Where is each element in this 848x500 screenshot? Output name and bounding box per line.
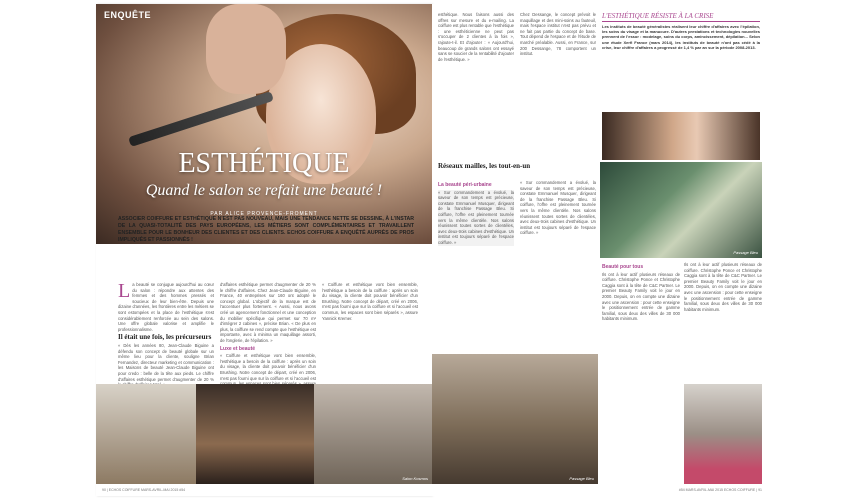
salon-interior-photo (432, 354, 598, 484)
hero-title: ESTHÉTIQUE (178, 148, 350, 179)
left-column-1 (118, 282, 214, 382)
right-col-c-text: Ils ont à leur actif plusieurs réseaux de coiffure. Christophe Ponce et Christophe Caggia sont à la tête de C&C Partner. Le premier Beauty Family voit le jour en 2000. Depuis, on en compte une dizaine avec une ascension : pour cette enseigne le positionnement entrée de gamme familial, sous deux des villes de 30 000 habitants minimum. (602, 271, 680, 322)
footer-left: 90 | ECHOS COIFFURE MARS-AVRIL-MAI 2015 #54 (102, 488, 186, 492)
right-column-top-1 (438, 12, 514, 162)
right-col-d-text: Ils ont à leur actif plusieurs réseaux de coiffure. Christophe Ponce et Christophe Caggia sont à la tête de C&C Partner. Le premier Beauty Family voit le jour en 2000. Depuis, on en compte une dizaine avec une ascension : pour cette enseigne le positionnement entrée de gamme familial, sous deux des villes de 30 000 habitants minimum. (684, 262, 762, 312)
salon-photo-3 (314, 384, 432, 484)
right-column-top-2 (520, 12, 596, 162)
salon-photo-2 (196, 384, 314, 484)
passage-bleu-photo (600, 162, 762, 258)
section-tag: ENQUÊTE (104, 10, 152, 20)
left-col2-text: d'affaires esthétique permet d'augmenter de 20 % le chiffre d'affaires. Chez Jean-Claude Biguine, en France, 40 entreprises sur 160 ont adopté le concept global. L'objectif de la marque est de l'accentuer plus fortement. « Aussi, nous avons créé un agencement fonctionnel et une conception du mobilier spécifique qui permet sur 70 m² d'intégrer 2 cabines », précise Brian. « De plus en plus, la coiffure se rend compte que l'esthétique est importante, avec à minima un maquillage assorti, de l'onglerie, de l'épilation. » (220, 282, 316, 343)
salon-photo-1 (96, 384, 196, 484)
makeup-brush-icon (128, 91, 274, 147)
right-column-a (438, 180, 514, 350)
hero-subtitle: Quand le salon se refait une beauté ! (145, 182, 383, 199)
photo-label-passage-bleu-2: Passage Bleu (569, 476, 594, 481)
left-col1-text2: « Dès les années 80, Jean-Claude Biguine a défendu son concept de beauté globale sur un même lieu pour la cliente, souligne Brian Fernandez, directeur marketing et communication : les Maisons de beauté Jean-Claude Biguine ont pour credo : belle de la tête aux pieds. Le chiffre d'affaires esthétique permet d'augmenter de 20 % (118, 342, 214, 382)
left-column-2 (220, 282, 316, 382)
hero-credit: PAR ALICE PROVENCE-FROMENT (210, 211, 318, 217)
rubric-title: Réseaux mailles, les tout-en-un (438, 162, 531, 170)
subhead-precurseurs: Il était une fois, les précurseurs (118, 333, 212, 342)
left-page (96, 4, 432, 496)
sidebar-text: Les instituts de beauté généralistes réalisent leur chiffre d'affaires avec l'épilation, les soins du visage et la manucure. D'autres prestations et technologies nouvelles prennent de l'essor : modelage, soins du corps, amincissement, dépilation... Selon une étude Xerfi France (mars 2014), les instituts de beauté n'ont pas cédé à la crise, leur chiffre d'affaires a progressé de 1,4 % par an sur la période 2008-2013. (602, 24, 760, 50)
left-col2-text2: « Coiffure et esthétique vont bien ensemble, l'esthétique a besoin de la coiffure : après un soin du visage, la cliente doit pouvoir bénéficier d'un Brushing. Notre concept de départ, créé en 2006, n'est pas fourni que sur la coiffure et si l'accueil est (220, 353, 316, 381)
subhead-peri-urbaine: La beauté péri-urbaine (438, 182, 492, 188)
photo-label-kosmos: Salon Kosmos (402, 476, 428, 481)
right-col-b-text: « Sur commandement a évolué, la saveur de son temps est précieuse, constate Emmanuel Musquer, dirigeant de la franchise Passage Bleu. Si coiffure, l'offre est pleinement tournée vers la même clientèle. Nos salons réunissent toutes sortes de clientèles, avec deux-trois cabines d'esthétique. Un institut est toujours séparé de l'espace coiffure. » (520, 180, 596, 236)
rubric (438, 164, 598, 178)
article-lede: ASSOCIER COIFFURE ET ESTHÉTIQUE N'EST PAS NOUVEAU, MAIS UNE TENDANCE NETTE SE DESSINE, À L'INSTAR DE LA QUASI-TOTALITÉ DES PAYS EUROPÉENS, LES MÉTIERS SONT COMPLÉMENTAIRES ET TRAVAILLENT ENSEMBLE POUR LE BONHEUR DES CLIENTES ET DES CLIENTS. ECHOS COIFFURE A ENQUÊTÉ AUPRÈS DE PROS IMPLIQUÉS ET PASSIONNÉS ! (118, 216, 414, 243)
right-col2-text: Chez Dessange, le concept prévoit le maquillage et des mini-soins au fauteuil, mais l'espace institut n'est pas prévu et ne fait pas partie du concept de base. Tout dépend de l'espace et de l'étude de marché préalable. Aussi, en France, sur 200 Dessange, 78 comportent un institut. (520, 12, 596, 57)
subhead-luxe: Luxe et beauté (220, 345, 256, 352)
footer-right: #54 MARS-AVRIL-MAI 2015 ECHOS COIFFURE | 91 (678, 488, 762, 492)
makeup-closeup-photo (602, 112, 760, 160)
hero-photo (96, 4, 432, 244)
right-col-a-text: « Sur commandement a évolué, la saveur de son temps est précieuse, constate Emmanuel Musquer, dirigeant de la franchise Passage Bleu. Si coiffure, l'offre est pleinement tournée vers la même clientèle. Nos salons réunissent toutes sortes de clientèles, avec deux-trois cabines d'esthétique. Un institut est toujours séparé de l'espace coiffure. » (438, 189, 514, 245)
magazine-spread (8, 4, 840, 496)
dropcap: L (118, 280, 131, 302)
photo-label-passage-bleu: Passage Bleu (733, 250, 758, 255)
right-col1-text: esthétique. Nous faisons aussi des offres sur mesure et du e-mailing. La coiffure est plus rentable que l'esthétique : une esthéticienne ne peut pas s'occuper de 2 clientes à la fois », rajoute-t-il. Et d'ajouter : « Aujourd'hui, beaucoup de grands salons ont essayé sans se soucier de la rentabilité d'ajouter de l'esthétique. » (438, 12, 514, 62)
beauty-family-photo (684, 384, 762, 484)
left-col3-text: « Coiffure et esthétique vont bien ensemble, l'esthétique a besoin de la coiffure : après un soin du visage, la cliente doit pouvoir bénéficier d'un Brushing. Notre concept de départ, créé en 2006, n'est pas fourni que sur la coiffure et si l'accueil est commun, les espaces sont bien séparés », assure Yannick Kremer. (322, 282, 418, 321)
sidebar-title: L'ESTHÉTIQUE RÉSISTE À LA CRISE (602, 12, 760, 22)
subhead-beaute-pour-tous: Beauté pour tous (602, 264, 644, 270)
right-column-c (602, 262, 680, 412)
right-column-b (520, 180, 596, 350)
left-col1-text: a beauté se conjugue aujourd'hui au cœur du salon : répondre aux attentes des femmes et des hommes pressés et soucieux de leur bien-être. Depuis une dizaine d'années, les frontières entre les métiers se sont estompées et la place de l'esthétique s'est considérablement renforcée au sein des salons. Une offre globale valorise et amplifie le professionnalisme. (118, 282, 214, 332)
right-page (432, 4, 768, 496)
sidebar-crise (602, 12, 760, 112)
hero-hand (206, 4, 286, 94)
left-column-3 (322, 282, 418, 382)
